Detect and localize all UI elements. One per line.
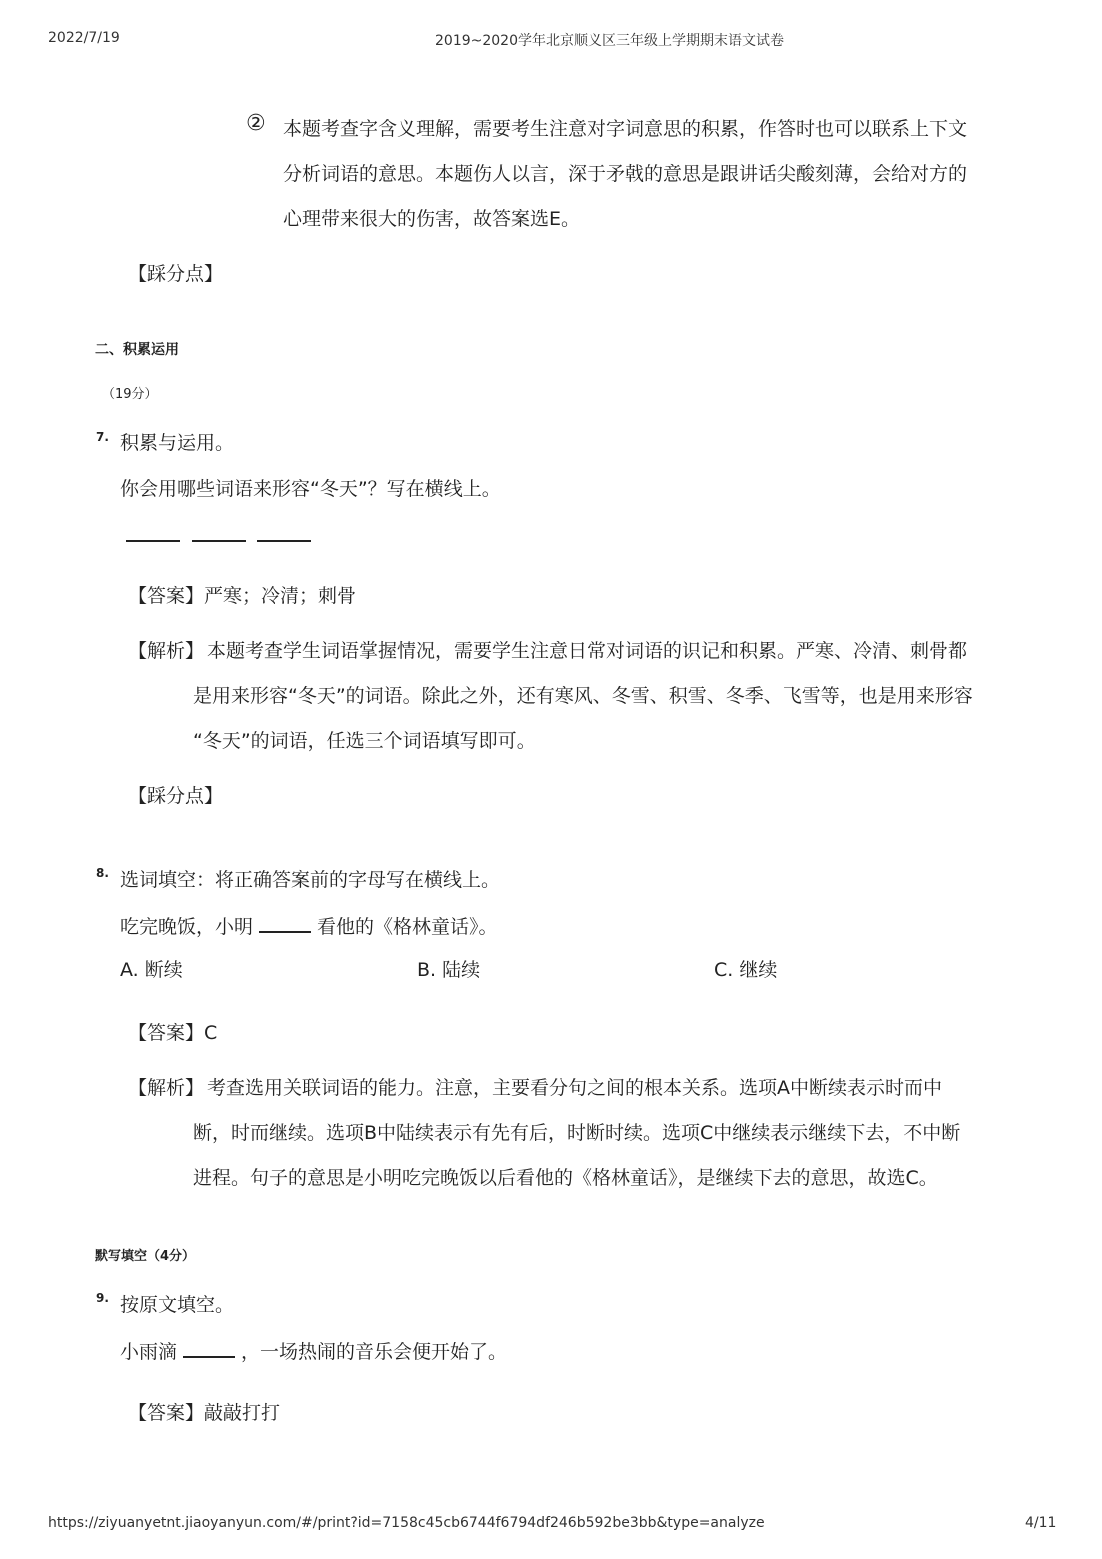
print-date: 2022/7/19: [48, 30, 120, 46]
answer-label: 【答案】: [128, 585, 205, 607]
sentence-before: 小雨滴: [120, 1341, 178, 1363]
answer-row: [128, 1021, 217, 1045]
answer-text: 严寒；冷清；刺骨: [204, 585, 357, 607]
fill-sentence: [120, 913, 498, 939]
prev-analysis-line-2: 分析词语的意思。本题伤人以言，深于矛戟的意思是跟讲话尖酸刻薄，会给对方的: [283, 163, 968, 185]
question-number: 9.: [96, 1291, 109, 1305]
prev-scoring-label: 【踩分点】: [128, 263, 224, 285]
question-stem: 按原文填空。: [120, 1294, 235, 1316]
answer-blank[interactable]: [257, 540, 311, 542]
section-score: （19分）: [102, 387, 158, 402]
prev-analysis-line-3: 心理带来很大的伤害，故答案选E。: [283, 208, 581, 230]
fill-sentence: [120, 1338, 507, 1364]
sentence-before: 吃完晚饭，小明: [120, 916, 254, 938]
answer-label: 【答案】: [128, 1022, 205, 1044]
answer-blank[interactable]: [183, 1338, 235, 1358]
question-stem: 积累与运用。: [120, 432, 235, 454]
scoring-label: 【踩分点】: [128, 785, 224, 807]
question-subprompt: 你会用哪些词语来形容“冬天”？写在横线上。: [120, 478, 501, 500]
answer-label: 【答案】: [128, 1402, 205, 1424]
option-c: C. 继续: [714, 959, 778, 981]
page-number: 4/11: [1025, 1515, 1057, 1531]
analysis-line-2: 断，时而继续。选项B中陆续表示有先有后，时断时续。选项C中继续表示继续下去，不中断: [193, 1122, 961, 1144]
option-b: B. 陆续: [417, 959, 481, 981]
analysis-line-2: 是用来形容“冬天”的词语。除此之外，还有寒风、冬雪、积雪、冬季、飞雪等，也是用来形容: [193, 685, 973, 707]
circled-number: ②: [246, 111, 266, 136]
question-number: 8.: [96, 866, 109, 880]
question-stem: 选词填空：将正确答案前的字母写在横线上。: [120, 869, 501, 891]
answer-row: [128, 1401, 280, 1425]
answer-blank[interactable]: [259, 913, 311, 933]
analysis-line-3: 进程。句子的意思是小明吃完晚饭以后看他的《格林童话》，是继续下去的意思，故选C。: [193, 1167, 938, 1189]
analysis-line-1: 本题考查学生词语掌握情况，需要学生注意日常对词语的识记和积累。严寒、冷清、刺骨都: [207, 640, 968, 662]
section-title: 默写填空（4分）: [95, 1249, 196, 1264]
prev-analysis-line-1: 本题考查字含义理解，需要考生注意对字词意思的积累，作答时也可以联系上下文: [283, 118, 968, 140]
answer-blank[interactable]: [192, 540, 246, 542]
analysis-label: 【解析】: [128, 640, 205, 662]
document-title: 2019~2020学年北京顺义区三年级上学期期末语文试卷: [435, 33, 784, 49]
answer-text: 敲敲打打: [204, 1402, 281, 1424]
answer-row: [128, 584, 356, 608]
answer-blank[interactable]: [126, 540, 180, 542]
answer-text: C: [204, 1022, 218, 1044]
option-a: A. 断续: [120, 959, 183, 981]
sentence-after: 看他的《格林童话》。: [317, 916, 498, 938]
section-title: 二、积累运用: [95, 342, 179, 358]
question-number: 7.: [96, 430, 109, 444]
analysis-line-3: “冬天”的词语，任选三个词语填写即可。: [193, 730, 536, 752]
analysis-label: 【解析】: [128, 1077, 205, 1099]
analysis-line-1: 考查选用关联词语的能力。注意，主要看分句之间的根本关系。选项A中断续表示时而中: [207, 1077, 942, 1099]
page-url: https://ziyuanyetnt.jiaoyanyun.com/#/print?id=7158c45cb6744f6794df246b592be3bb&type=analyze: [48, 1515, 765, 1531]
sentence-after: ，一场热闹的音乐会便开始了。: [241, 1341, 508, 1363]
